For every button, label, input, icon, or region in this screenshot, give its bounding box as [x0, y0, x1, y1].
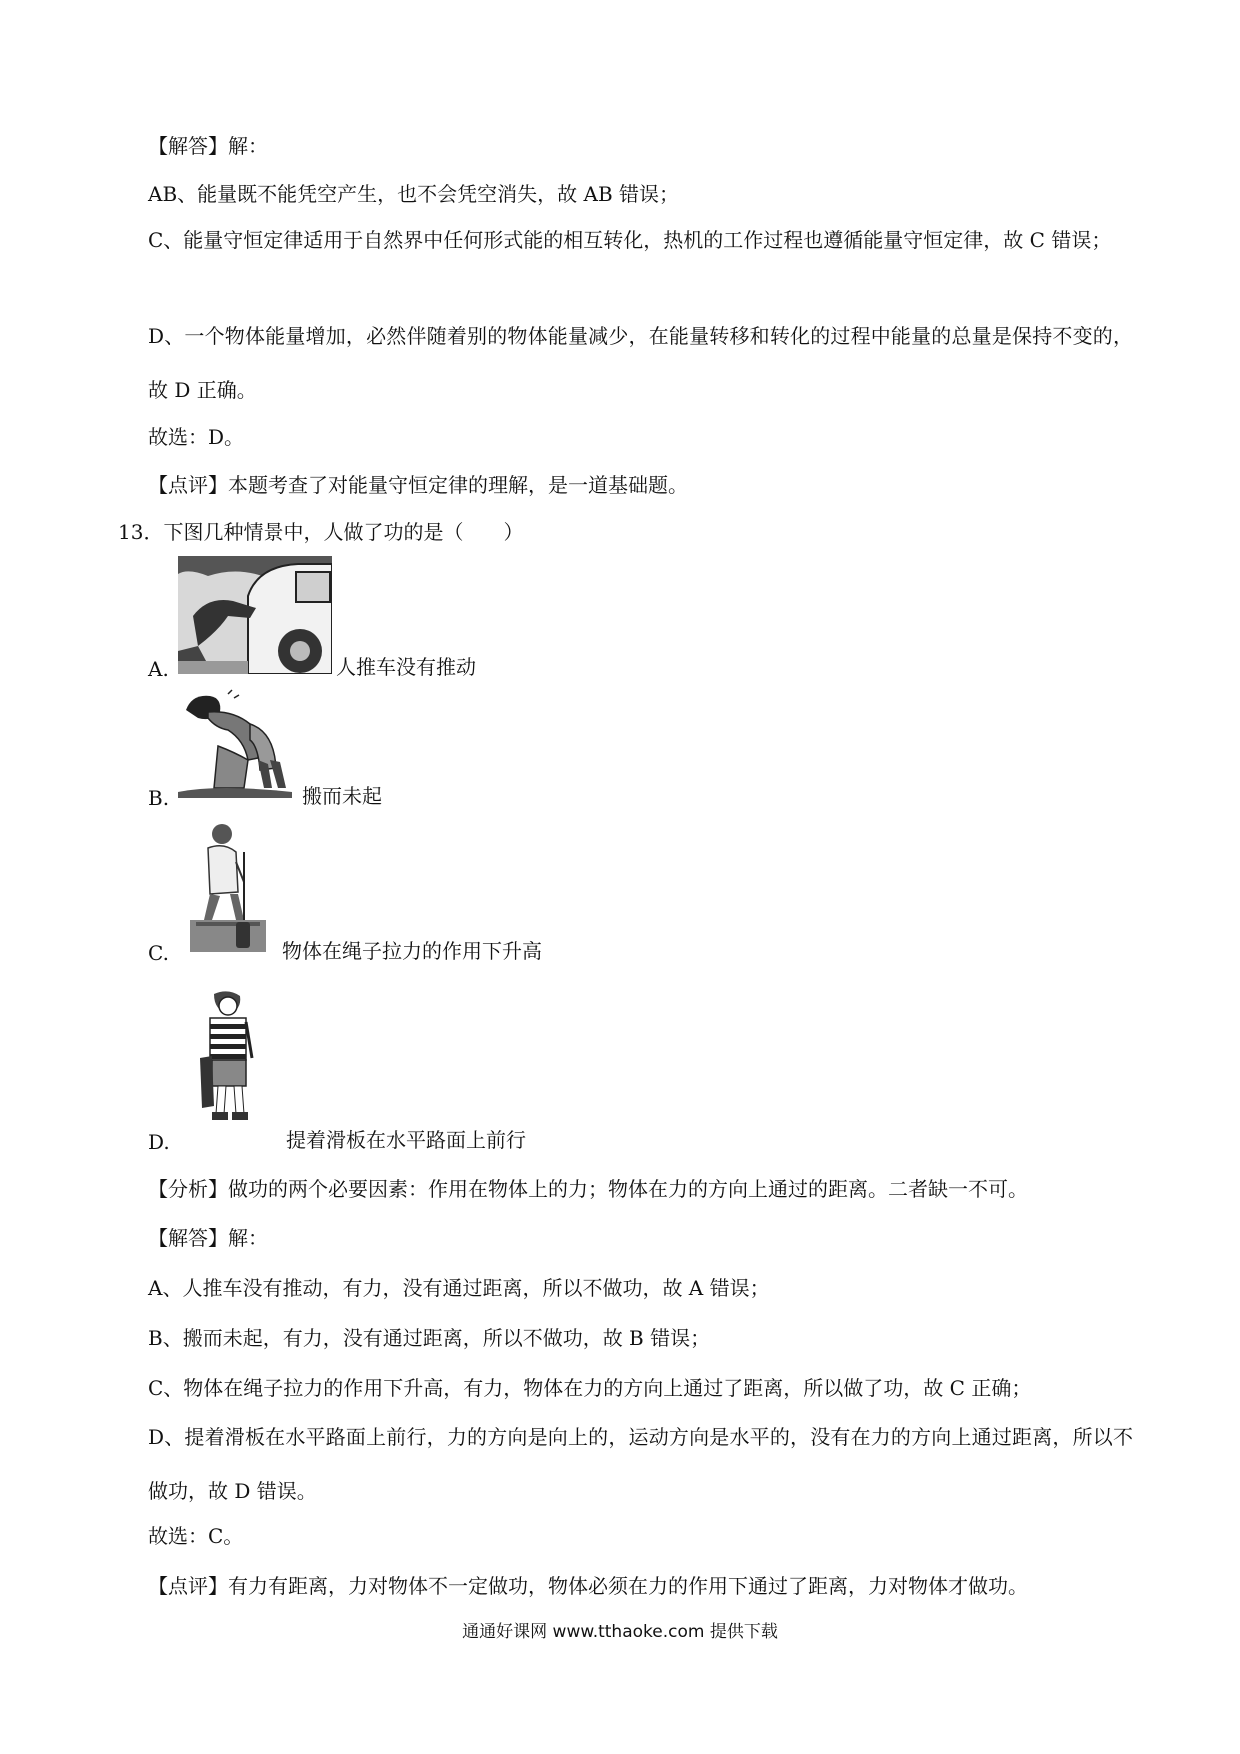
option-a-text: 人推车没有推动 — [336, 655, 476, 679]
answer-choice: 故选：C。 — [148, 1524, 244, 1548]
analysis: 【分析】做功的两个必要因素：作用在物体上的力；物体在力的方向上通过的距离。二者缺一不可。 — [148, 1177, 1028, 1201]
comment: 【点评】本题考查了对能量守恒定律的理解，是一道基础题。 — [148, 473, 688, 497]
answer-choice: 故选：D。 — [148, 425, 245, 449]
answer-header: 【解答】解： — [148, 1226, 268, 1250]
lifting-person-illustration — [178, 688, 294, 798]
option-d-letter: D. — [148, 1130, 170, 1154]
skateboard-boy-illustration — [190, 988, 266, 1124]
question-stem: 13．下图几种情景中，人做了功的是（ ） — [118, 520, 524, 544]
option-a-letter: A. — [148, 657, 169, 681]
answer-d: D、一个物体能量增加，必然伴随着别的物体能量减少，在能量转移和转化的过程中能量的总量是保持不变的，故 D 正确。 — [148, 324, 1133, 402]
option-c-text: 物体在绳子拉力的作用下升高 — [282, 939, 542, 963]
footer: 通通好课网 www.tthaoke.com 提供下载 — [462, 1622, 778, 1642]
rope-pulling-illustration — [190, 822, 266, 952]
comment: 【点评】有力有距离，力对物体不一定做功，物体必须在力的作用下通过了距离，力对物体才做功。 — [148, 1574, 1028, 1598]
answer-c: C、物体在绳子拉力的作用下升高，有力，物体在力的方向上通过了距离，所以做了功，故 C 正确； — [148, 1376, 1032, 1400]
answer-a: A、人推车没有推动，有力，没有通过距离，所以不做功，故 A 错误； — [148, 1276, 770, 1300]
option-d-text: 提着滑板在水平路面上前行 — [286, 1128, 526, 1152]
answer-b: B、搬而未起，有力，没有通过距离，所以不做功，故 B 错误； — [148, 1326, 711, 1350]
answer-header: 【解答】解： — [148, 134, 268, 158]
car-push-illustration — [178, 556, 332, 674]
answer-d: D、提着滑板在水平路面上前行，力的方向是向上的，运动方向是水平的，没有在力的方向上通过距离，所以不做功，故 D 错误。 — [148, 1425, 1133, 1503]
answer-ab: AB、能量既不能凭空产生，也不会凭空消失，故 AB 错误； — [148, 182, 679, 206]
answer-c: C、能量守恒定律适用于自然界中任何形式能的相互转化，热机的工作过程也遵循能量守恒定律，故 C 错误； — [148, 228, 1112, 252]
option-c-letter: C. — [148, 941, 169, 965]
option-b-text: 搬而未起 — [302, 784, 382, 808]
option-b-letter: B. — [148, 786, 170, 810]
